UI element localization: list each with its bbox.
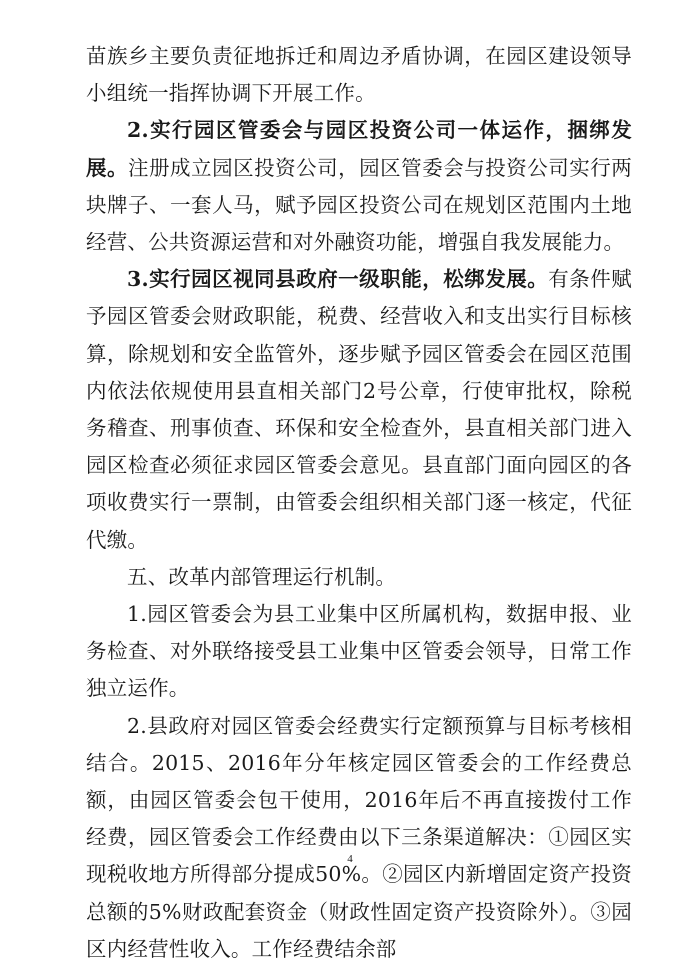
- section-heading: [86, 559, 632, 596]
- paragraph-text: 2.县政府对园区管委会经费实行定额预算与目标考核相结合。2015、2016年分年核定园区管委会的工作经费总额，由园区管委会包干使用，2016年后不再直接拨付工作经费，园区管委会工作经费由以下三条渠道解决：①园区实现税收地方所得部分提成50%。②园区内新增固定资产投资总额的5%财政配套资金（财政性固定资产投资除外）。③园区内经营性收入。工作经费结余部: [86, 713, 632, 961]
- paragraph-text: 1.园区管委会为县工业集中区所属机构，数据申报、业务检查、对外联络接受县工业集中区管委会领导，日常工作独立运作。: [86, 602, 632, 701]
- paragraph-item-1: [86, 596, 632, 708]
- item-heading: 3.实行园区视同县政府一级职能，松绑发展。: [127, 267, 549, 292]
- paragraph-item-2: [86, 112, 632, 261]
- paragraph-item-3: [86, 261, 632, 559]
- item-heading: 2.实行园区管委会与园区投资公司一体运作，捆绑发展。: [86, 118, 632, 180]
- section-heading-text: 五、改革内部管理运行机制。: [127, 564, 397, 589]
- paragraph-text: 有条件赋予园区管委会财政职能，税费、经营收入和支出实行目标核算，除规划和安全监管外，逐步赋予园区管委会在园区范围内依法依规使用县直相关部门2号公章，行使审批权，除税务稽查、刑事侦查、环保和安全检查外，县直相关部门进入园区检查必须征求园区管委会意见。县直部门面向园区的各项收费实行一票制，由管委会组织相关部门逐一核定，代征代缴。: [86, 267, 632, 552]
- document-body: [86, 38, 632, 968]
- paragraph-item-2b: [86, 708, 632, 968]
- paragraph-text: 苗族乡主要负责征地拆迁和周边矛盾协调，在园区建设领导小组统一指挥协调下开展工作。: [86, 44, 632, 106]
- paragraph-continuation: [86, 38, 632, 112]
- paragraph-text: 注册成立园区投资公司，园区管委会与投资公司实行两块牌子、一套人马，赋予园区投资公司在规划区范围内土地经营、公共资源运营和对外融资功能，增强自我发展能力。: [86, 155, 632, 255]
- page-number: 4: [347, 853, 353, 865]
